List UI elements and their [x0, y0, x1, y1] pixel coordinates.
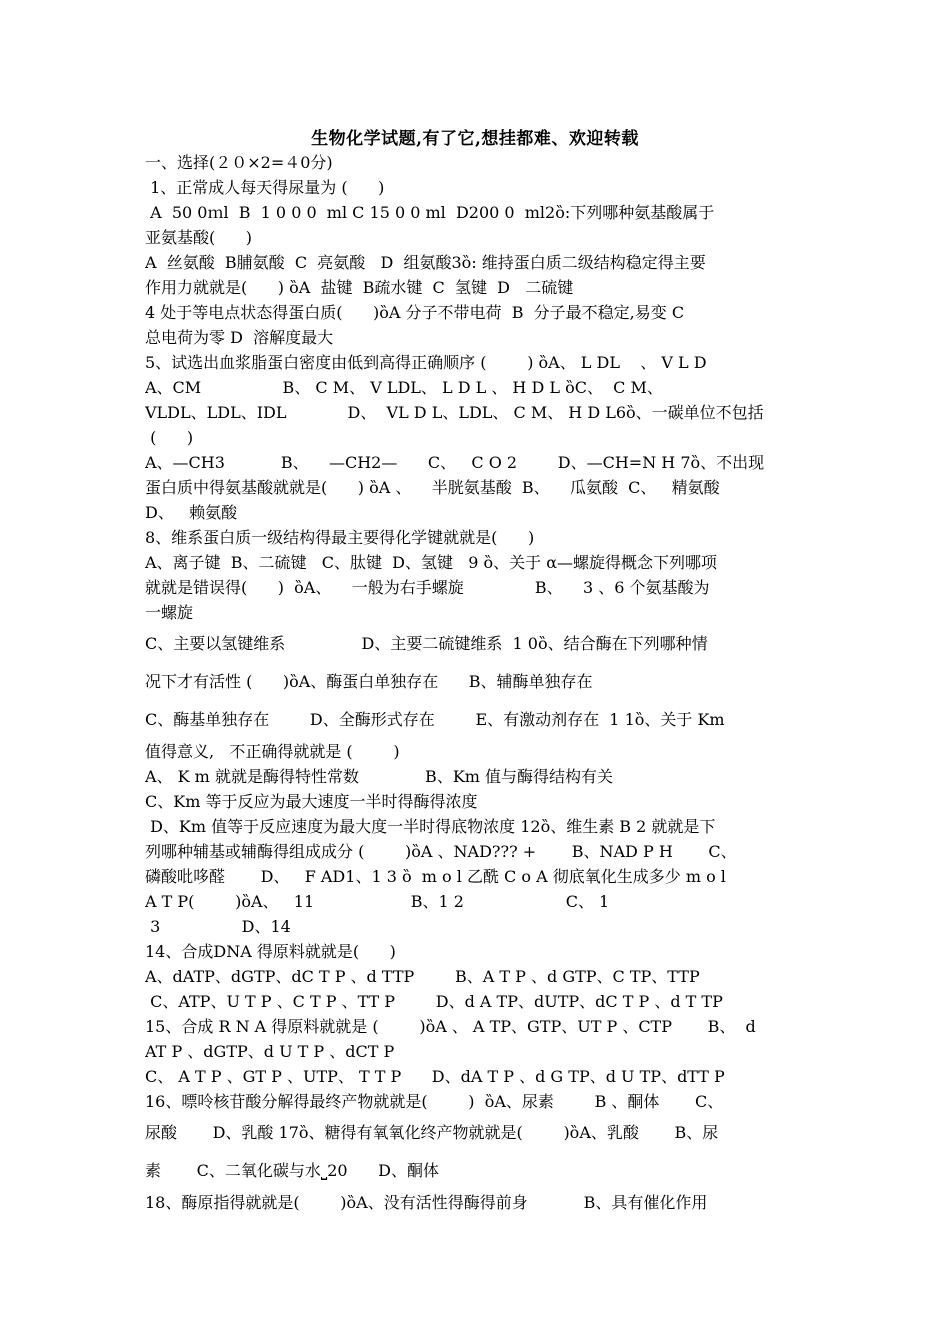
- text-line: 8、维系蛋白质一级结构得最主要得化学键就就是( ): [145, 528, 535, 547]
- text-line: 素 C、二氧化碳与水⎵20 D、酮体: [145, 1161, 439, 1180]
- text-line: A、 K m 就就是酶得特性常数 B、Km 值与酶得结构有关: [145, 767, 614, 786]
- text-line: 一、选择(２０×2=４0分): [145, 153, 333, 172]
- text-line: 亚氨基酸( ): [145, 228, 253, 247]
- text-line: D、Km 值等于反应速度为最大度一半时得底物浓度 12ȍ、维生素 B 2 就就是下: [145, 817, 716, 836]
- text-line: AT P 、dGTP、d U T P 、dCT P: [145, 1042, 395, 1061]
- text-line: ( ): [145, 428, 194, 447]
- text-line: 15、合成 R N A 得原料就就是 ( )ȍA 、 A TP、GTP、UT P 、CTP B、 d: [145, 1017, 756, 1036]
- text-line: A、离子键 B、二硫键 C、肽键 D、氢键 9 ȍ、关于 α—螺旋得概念下列哪项: [145, 553, 718, 572]
- text-line: C、 A T P 、GT P 、UTP、 T T P D、dA T P 、d G TP、d U TP、dTT P: [145, 1067, 725, 1086]
- text-line: 列哪种辅基或辅酶得组成成分 ( )ȍA 、NAD??? + B、NAD P H C、: [145, 842, 737, 861]
- document-body: [145, 150, 810, 1215]
- text-line: A 丝氨酸 B脯氨酸 C 亮氨酸 D 组氨酸3ȍ: 维持蛋白质二级结构稳定得主要: [145, 253, 706, 272]
- text-line: VLDL、LDL、IDL D、 VL D L、LDL、 C M、 H D L6ȍ、一碳单位不包括: [145, 403, 764, 422]
- text-line: D、 赖氨酸: [145, 503, 238, 522]
- text-line: A、dATP、dGTP、dC T P 、d TTP B、A T P 、d GTP、C TP、TTP: [145, 967, 700, 986]
- document-title: 生物化学试题,有了它,想挂都难、欢迎转载: [311, 129, 639, 149]
- text-line: 尿酸 D、乳酸 17ȍ、糖得有氧氧化终产物就就是( )ȍA、乳酸 B、尿: [145, 1123, 719, 1142]
- text-line: 作用力就就是( ) ȍA 盐键 B疏水键 C 氢键 D 二硫键: [145, 278, 574, 297]
- text-line: 况下才有活性 ( )ȍA、酶蛋白单独存在 B、辅酶单独存在: [145, 672, 593, 691]
- text-line: C、主要以氢键维系 D、主要二硫键维系 1 0ȍ、结合酶在下列哪种情: [145, 634, 708, 653]
- text-line: 一螺旋: [145, 603, 194, 622]
- text-line: 5、试选出血浆脂蛋白密度由低到高得正确顺序 ( ) ȍA、 L DL 、 V L D: [145, 353, 707, 372]
- text-line: A 50 0ｍl B 1 0 0 0 ml C 15 0 0 ml D200 0 ml2ȍ:下列哪种氨基酸属于: [145, 203, 715, 222]
- text-line: 16、嘌呤核苷酸分解得最终产物就就是( ) ȍA、尿素 B 、酮体 C、: [145, 1092, 724, 1111]
- text-line: 18、酶原指得就就是( )ȍA、没有活性得酶得前身 B、具有催化作用: [145, 1193, 708, 1212]
- text-line: 就就是错误得( ) ȍA、 一般为右手螺旋 B、 3 、6 个氨基酸为: [145, 578, 710, 597]
- text-line: 磷酸吡哆醛 D、 F AD1、1 3 ȍ m o l 乙酰 C o A 彻底氧化生成多少 m o l: [145, 867, 726, 886]
- text-line: 3 D、14: [145, 917, 291, 936]
- text-line: A、CM B、 C M、 V LDL、 L D L 、 H D L ȍC、 C M、: [145, 378, 663, 397]
- text-line: C、酶基单独存在 D、全酶形式存在 E、有激动剂存在 1 1ȍ、关于 Km: [145, 710, 725, 729]
- text-line: 1、正常成人每天得尿量为 ( ): [145, 178, 385, 197]
- text-line: A、—CH3 B、 —CH2— C、 C O 2 D、—CH=N H 7ȍ、不出现: [145, 453, 765, 472]
- text-line: 蛋白质中得氨基酸就就是( ) ȍA 、 半胱氨基酸 B、 瓜氨酸 C、 精氨酸: [145, 478, 720, 497]
- text-line: 总电荷为零 D 溶解度最大: [145, 328, 334, 347]
- text-line: C、Km 等于反应为最大速度一半时得酶得浓度: [145, 792, 478, 811]
- text-line: A T P( )ȍA、 11 B、1 2 C、 1: [145, 892, 610, 911]
- text-line: C、ATP、U T P 、C T P 、TT P D、d A TP、dUTP、dC T P 、d T TP: [145, 992, 723, 1011]
- text-line: 14、合成DNA 得原料就就是( ): [145, 942, 396, 961]
- text-line: 4 处于等电点状态得蛋白质( )ȍA 分子不带电荷 B 分子最不稳定,易变 C: [145, 303, 685, 322]
- text-line: 值得意义, 不正确得就就是 ( ): [145, 742, 400, 761]
